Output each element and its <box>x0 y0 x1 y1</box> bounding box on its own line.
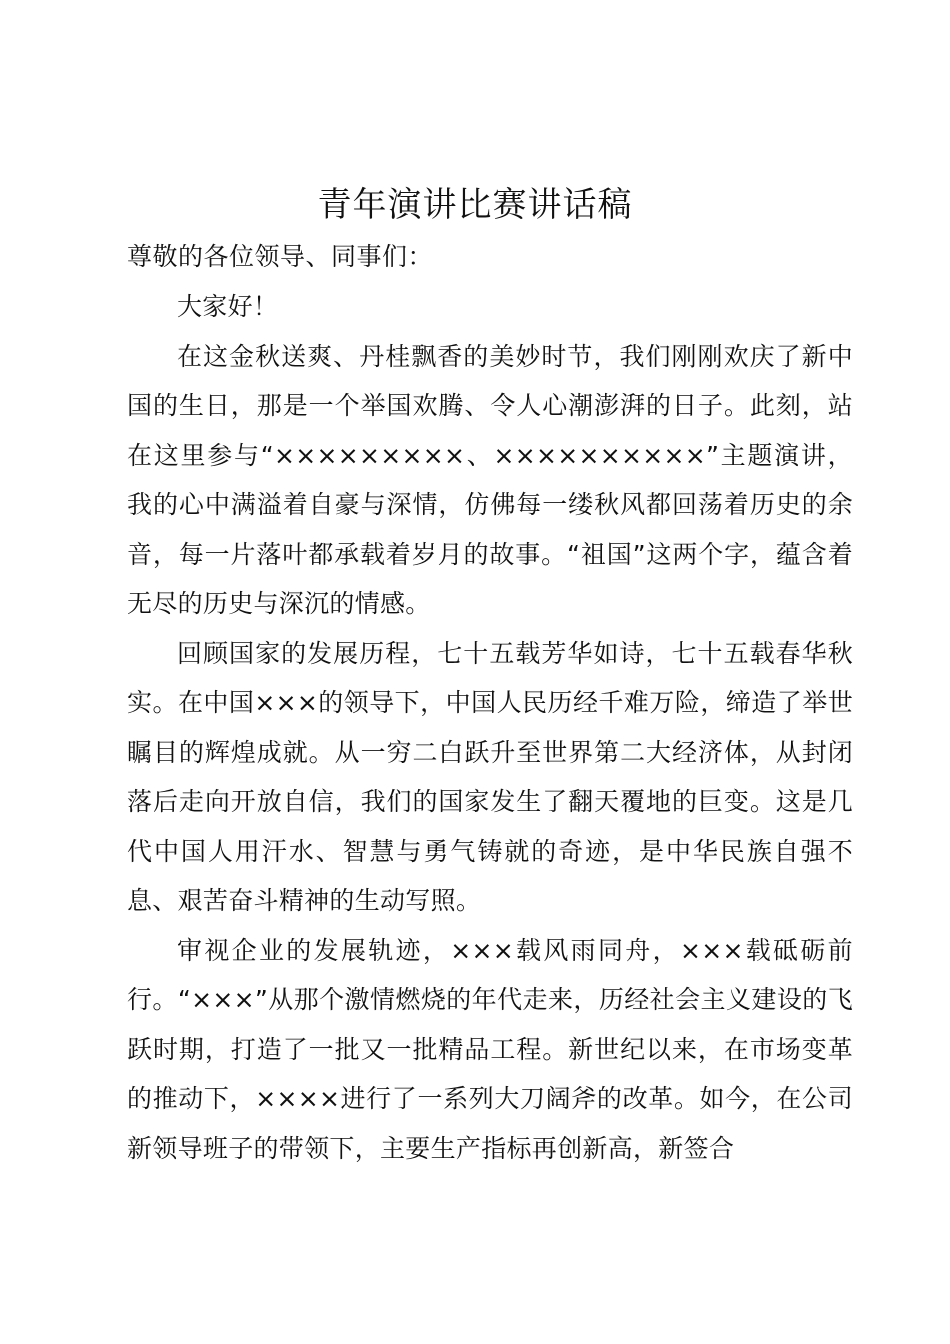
paragraph-opening: 在这金秋送爽、丹桂飘香的美妙时节，我们刚刚欢庆了新中国的生日，那是一个举国欢腾、令人心潮澎湃的日子。此刻，站在这里参与“×××××××××、××××××××××”主题演讲，我的心中满溢着自豪与深情，仿佛每一缕秋风都回荡着历史的余音，每一片落叶都承载着岁月的故事。“祖国”这两个字，蕴含着无尽的历史与深沉的情感。 <box>127 341 853 618</box>
paragraph-greeting: 大家好！ <box>177 292 279 321</box>
document-body <box>127 232 853 1173</box>
paragraph-enterprise-history: 审视企业的发展轨迹，×××载风雨同舟，×××载砥砺前行。“×××”从那个激情燃烧的年代走来，历经社会主义建设的飞跃时期，打造了一批又一批精品工程。新世纪以来，在市场变革的推动下，××××进行了一系列大刀阔斧的改革。如今，在公司新领导班子的带领下，主要生产指标再创新高，新签合 <box>127 935 853 1163</box>
document-title: 青年演讲比赛讲话稿 <box>317 185 633 225</box>
paragraph-national-history: 回顾国家的发展历程，七十五载芳华如诗，七十五载春华秋实。在中国×××的领导下，中国人民历经千难万险，缔造了举世瞩目的辉煌成就。从一穷二白跃升至世界第二大经济体，从封闭落后走向开放自信，我们的国家发生了翻天覆地的巨变。这是几代中国人用汗水、智慧与勇气铸就的奇迹，是中华民族自强不息、艰苦奋斗精神的生动写照。 <box>127 638 853 915</box>
salutation: 尊敬的各位领导、同事们： <box>127 242 434 271</box>
